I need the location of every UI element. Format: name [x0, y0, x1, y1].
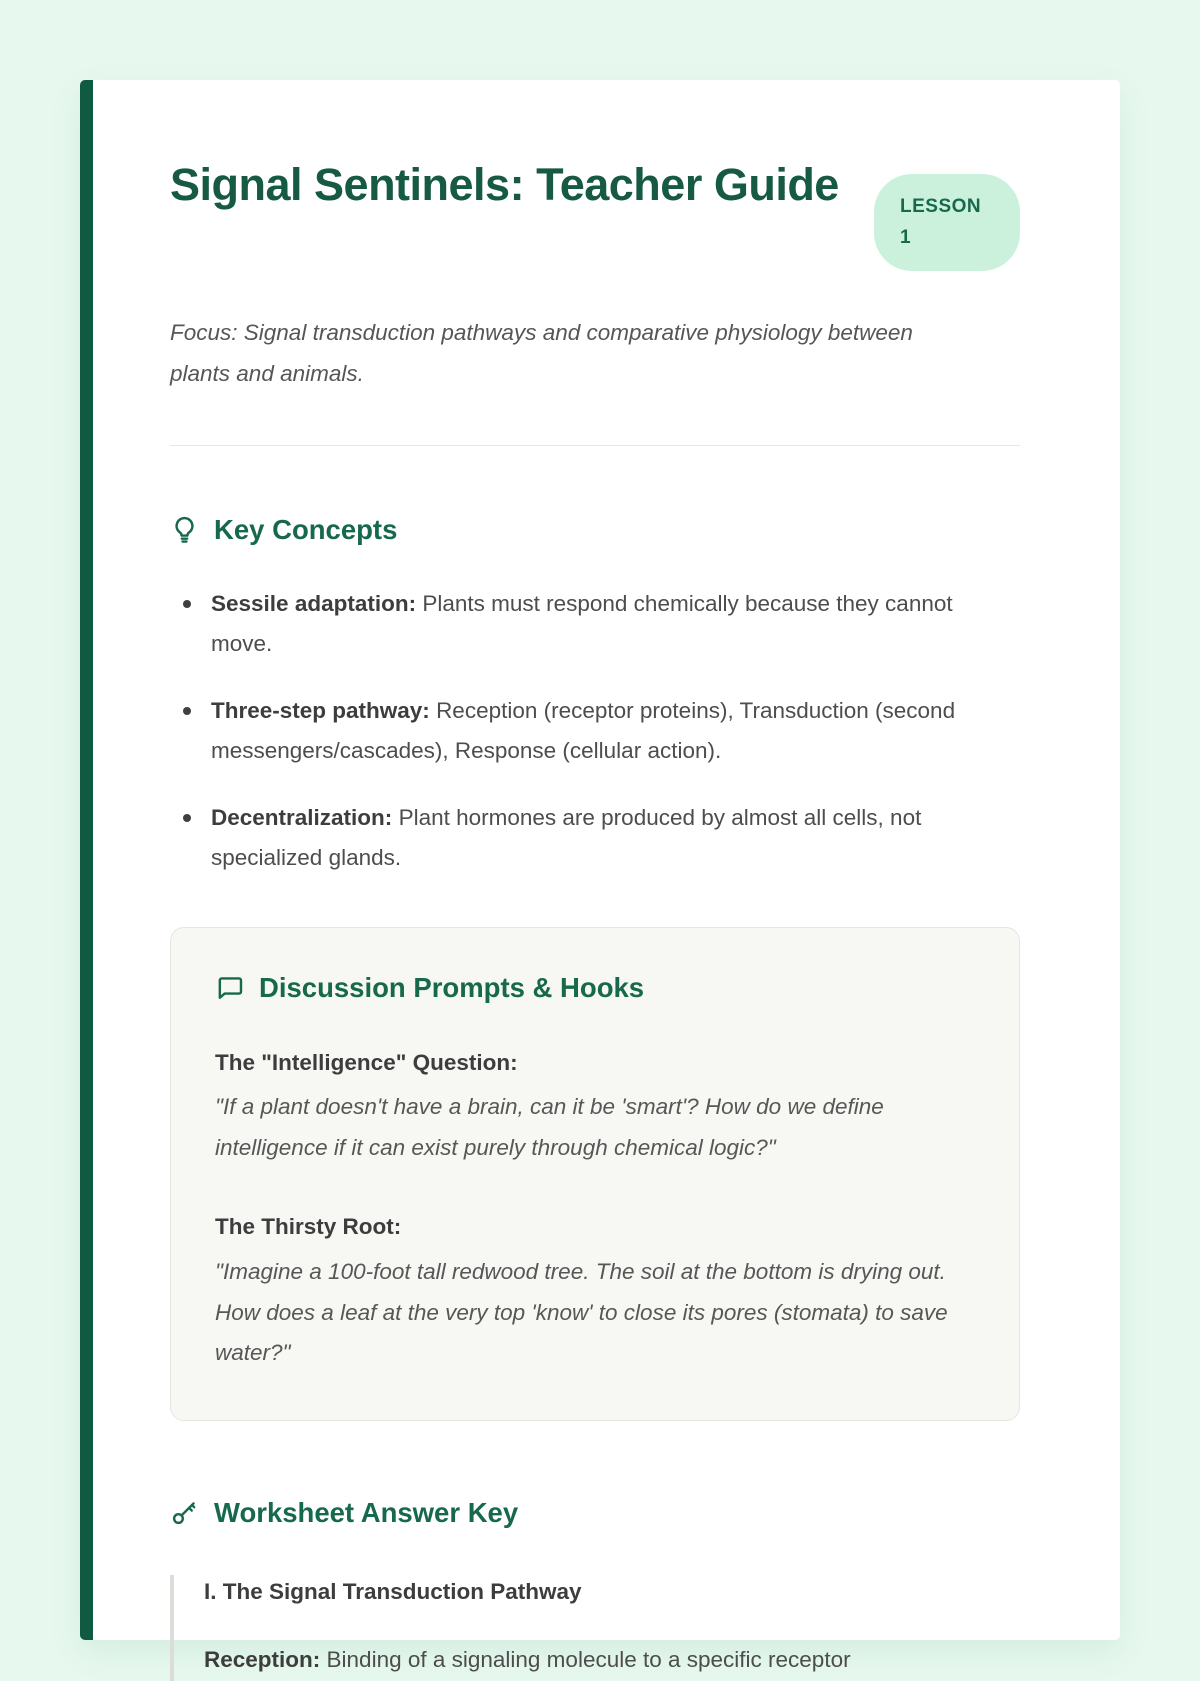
lesson-badge: LESSON 1	[874, 174, 1020, 271]
concept-term: Three-step pathway:	[211, 697, 430, 723]
divider	[170, 445, 1020, 446]
discussion-heading	[215, 972, 973, 1004]
discussion-prompts-box	[170, 927, 1020, 1421]
key-concepts-list	[170, 584, 1020, 879]
list-item	[170, 691, 1000, 772]
list-item	[170, 798, 1000, 879]
prompt-label: The Thirsty Root:	[215, 1214, 402, 1240]
concept-text: Reception (receptor proteins), Transduction (second messengers/cascades), Response (cellular action).	[211, 697, 956, 764]
prompt-quote: "Imagine a 100-foot tall redwood tree. The soil at the bottom is drying out. How does a leaf at the very top 'know' to close its pores (stomata) to save water?"	[215, 1259, 948, 1366]
answer-key-heading	[170, 1497, 1020, 1529]
bullet-dot	[183, 814, 191, 822]
list-item	[170, 584, 1000, 665]
prompt-label: The "Intelligence" Question:	[215, 1049, 518, 1075]
focus-subtitle: Focus: Signal transduction pathways and comparative physiology between plants and animals.	[170, 319, 913, 386]
answer-text: Binding of a signaling molecule to a specific receptor	[326, 1647, 851, 1673]
chat-bubble-icon	[215, 973, 244, 1002]
key-concepts-heading	[170, 514, 1020, 546]
key-icon	[170, 1498, 199, 1527]
header	[170, 158, 1020, 271]
concept-term: Decentralization:	[211, 804, 393, 830]
lightbulb-icon	[170, 515, 199, 544]
answer-entry	[204, 1640, 1010, 1681]
key-concepts-title: Key Concepts	[214, 513, 398, 545]
bullet-dot	[183, 600, 191, 608]
page-title: Signal Sentinels: Teacher Guide	[170, 159, 839, 210]
teacher-guide-card	[80, 80, 1120, 1673]
answer-term: Reception:	[204, 1647, 321, 1673]
answer-key-block	[170, 1575, 1010, 1681]
discussion-title: Discussion Prompts & Hooks	[259, 971, 645, 1003]
concept-text: Plants must respond chemically because they cannot move.	[211, 590, 953, 657]
prompt-quote: "If a plant doesn't have a brain, can it be 'smart'? How do we define intelligence if it can exist purely through chemical logic?"	[215, 1094, 884, 1160]
answer-key-title: Worksheet Answer Key	[214, 1496, 519, 1528]
concept-term: Sessile adaptation:	[211, 590, 417, 616]
concept-text: Plant hormones are produced by almost all cells, not specialized glands.	[211, 804, 922, 871]
bullet-dot	[183, 707, 191, 715]
answer-section-title: I. The Signal Transduction Pathway	[204, 1578, 582, 1604]
